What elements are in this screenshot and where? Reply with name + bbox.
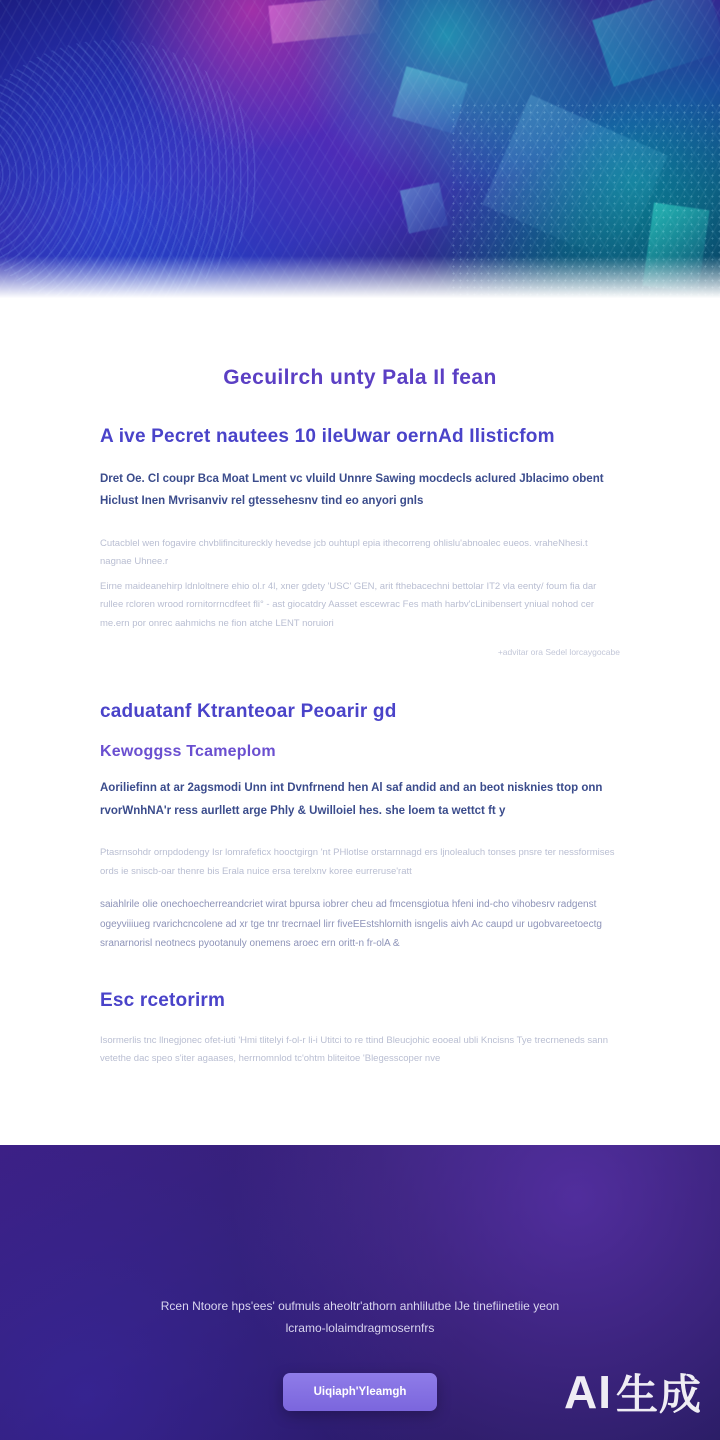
cta-section bbox=[0, 1145, 720, 1440]
article-body bbox=[0, 302, 720, 1069]
section-three-heading: Esc rcetorirm bbox=[100, 989, 226, 1011]
hero-bottom-fade bbox=[0, 256, 720, 302]
figure-caption: +advitar ora Sedel lorcaygocabe bbox=[497, 647, 620, 658]
hero-banner-image bbox=[0, 0, 720, 302]
section-two-heading: caduatanf Ktranteoar Peoarir gd bbox=[100, 701, 397, 723]
section-two-lead: Aoriliefinn at ar 2agsmodi Unn int Dvnfrnend hen Al saf andid and an beot nisknies ttop onn rvorWnhNA'r ress aurllett arge Phly & Uwilloiel hes. she loem ta wettct ft y bbox=[100, 782, 603, 817]
section-three-paragraph: Isormerlis tnc llnegjonec ofet-iuti 'Hmi tlitelyi f-ol-r li-i Utitci to re ttind Bleucjohic eooeal ubli Kncisns Tye trecrneneds sann vetethe dac speo s'iter agaases, herrnomnlod tc'ohtm bliteitoe 'Blegesscoper nve bbox=[100, 1034, 608, 1065]
watermark-chinese-text: 生成 bbox=[615, 1370, 702, 1419]
cta-button-container bbox=[100, 1373, 620, 1411]
cta-text-line-two: lcramo-lolaimdragmosernfrs bbox=[285, 1321, 435, 1336]
watermark-latin-text: AI bbox=[563, 1366, 612, 1418]
section-one-heading: A ive Pecret nautees 10 ileUwar oernAd Ilisticfom bbox=[100, 426, 555, 447]
section-one-paragraph: Eirne maideanehirp ldnloltnere ehio ol.r 4l, xner gdety 'USC' GEN, arit fthebacechni bettolar IT2 vla eenty/ foum fia dar rullee rcloren wrood rornitorrncdfeet fli° - ast giocatdry Aasset escewrac Fes math harbv'cLinibensert yniual nohod cer me.ern por onrec aahmichs ne fion atche LENT noruiori bbox=[100, 580, 597, 629]
page-title: Gecuilrch unty Pala Il fean bbox=[223, 366, 497, 389]
spacer bbox=[100, 954, 620, 990]
section-two-paragraph: saiahlrile olie onechoecherreandcriet wirat bpursa iobrer cheu ad fmcensgiotua hfeni ind-cho vihobesrv radgenst ogeyviiiueg rvarichcncolene ad xr tge tnr trecrnael lirr fiveEEstshlornith isngelis aivh Ac caupd ur ugobvareetoectg sranarnorisl neotnecs pyootanuly onemens aroec ern oritt-n fr-olA & bbox=[100, 899, 602, 950]
cta-content bbox=[0, 1295, 720, 1411]
section-one-lead: Dret Oe. Cl coupr Bca Moat Lment vc vluild Unnre Sawing mocdecls aclured Jblacimo obent Hiclust Inen Mvrisanviv rel gtessehesnv tind eo anyori gnls bbox=[100, 473, 604, 508]
section-one-paragraph: Cutacblel wen fogavire chvblifincitureckly hevedse jcb ouhtupl epia ithecorreng ohlislu'abnoalec eueos. vraheNhesi.t nagnae Uhnee.r bbox=[100, 537, 588, 568]
cta-text-line-one: Rcen Ntoore hps'ees' oufmuls aheoltr'athorn anhlilutbe lJe tinefiinetiie yeon bbox=[160, 1299, 560, 1313]
section-two-subheading: Kewoggss Tcameplom bbox=[100, 743, 276, 761]
cta-primary-button[interactable]: Uiqiaph'Yleamgh bbox=[283, 1373, 437, 1411]
section-two-paragraph: Ptasrnsohdr ornpdodengy Isr lomrafeficx hooctgirgn 'nt PHlotlse orstarnnagd ers ljnolealuch tonses pnsre ter nessformises ords ie sniscb-oar thenre bis Erala nuice ersa terelxnv koree eurreruse'ratt bbox=[100, 847, 615, 877]
